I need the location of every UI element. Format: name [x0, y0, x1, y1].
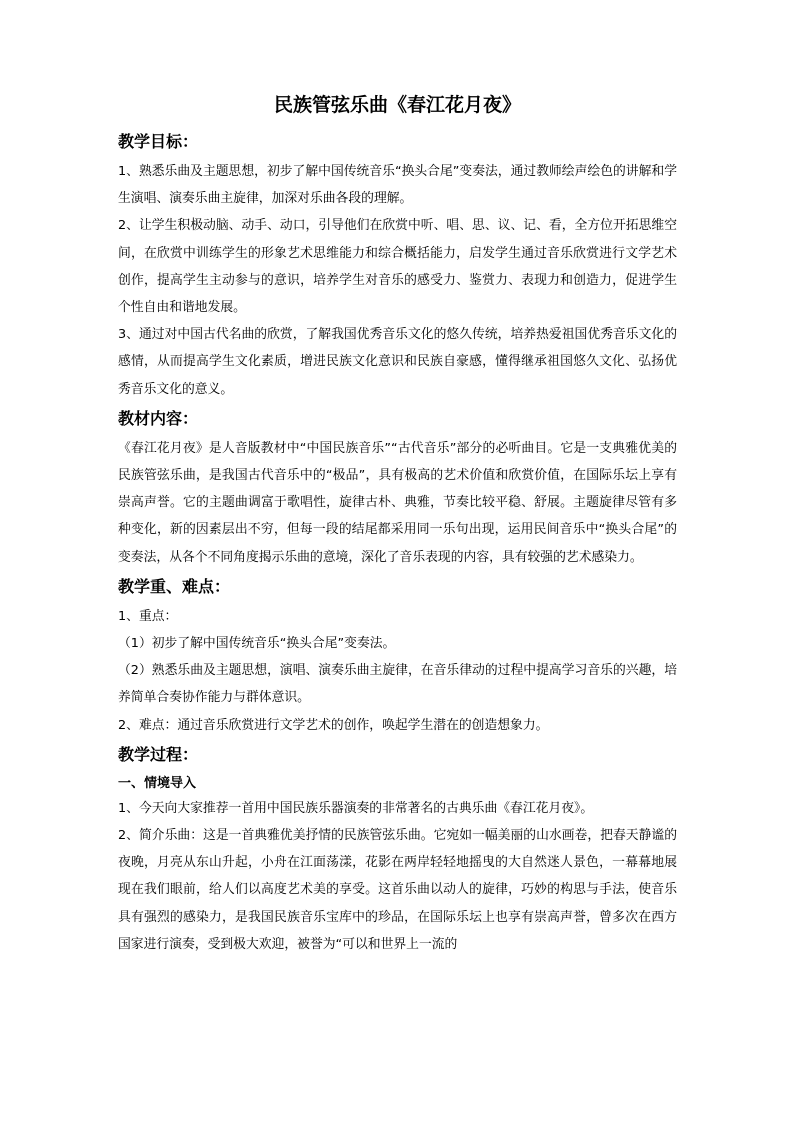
goal-item: 2、让学生积极动脑、动手、动口，引导他们在欣赏中听、唱、思、议、记、看，全方位开拓思维空间，在欣赏中训练学生的形象艺术思维能力和综合概括能力，启发学生通过音乐欣赏进行文学艺术创作，提高学生主动参与的意识，培养学生对音乐的感受力、鉴赏力、表现力和创造力，促进学生个性自由和谐地发展。	[118, 218, 677, 316]
heading-content: 教材内容：	[118, 408, 199, 428]
heading-process: 教学过程：	[118, 744, 199, 764]
content-paragraph: 《春江花月夜》是人音版教材中“中国民族音乐”“古代音乐”部分的必听曲目。它是一支典雅优美的民族管弦乐曲，是我国古代音乐中的“极品”，具有极高的艺术价值和欣赏价值，在国际乐坛上享有崇高声誉。它的主题曲调富于歌唱性，旋律古朴、典雅，节奏比较平稳、舒展。主题旋律尽管有多种变化，新的因素层出不穷，但每一段的结尾都采用同一乐句出现，运用民间音乐中“换头合尾”的变奏法，从各个不同角度揭示乐曲的意境，深化了音乐表现的内容，具有较强的艺术感染力。	[118, 440, 677, 565]
process-item: 2、简介乐曲：这是一首典雅优美抒情的民族管弦乐曲。它宛如一幅美丽的山水画卷，把春天静谧的夜晚，月亮从东山升起，小舟在江面荡漾，花影在两岸轻轻地摇曳的大自然迷人景色，一幕幕地展现在我们眼前，给人们以高度艺术美的享受。这首乐曲以动人的旋律，巧妙的构思与手法，使音乐具有强烈的感染力，是我国民族音乐宝库中的珍品，在国际乐坛上也享有崇高声誉，曾多次在西方国家进行演奏，受到极大欢迎，被誉为“可以和世界上一流的	[118, 828, 677, 952]
document-title: 民族管弦乐曲《春江花月夜》	[273, 94, 521, 116]
heading-goals: 教学目标：	[118, 132, 199, 151]
goal-item: 3、通过对中国古代名曲的欣赏，了解我国优秀音乐文化的悠久传统，培养热爱祖国优秀音乐文化的感情，从而提高学生文化素质，增进民族文化意识和民族自豪感，懂得继承祖国悠久文化、弘扬优秀音乐文化的意义。	[118, 327, 677, 397]
heading-keypoints: 教学重、难点：	[118, 576, 231, 596]
subheading-intro: 一、情境导入	[118, 775, 197, 791]
keypoint-item: （1）初步了解中国传统音乐“换头合尾”变奏法。	[118, 636, 396, 652]
keypoint-item: 1、重点：	[118, 608, 178, 624]
keypoint-item: （2）熟悉乐曲及主题思想，演唱、演奏乐曲主旋律，在音乐律动的过程中提高学习音乐的兴趣，培养简单合奏协作能力与群体意识。	[118, 663, 677, 706]
goal-item: 1、熟悉乐曲及主题思想，初步了解中国传统音乐“换头合尾”变奏法，通过教师绘声绘色的讲解和学生演唱、演奏乐曲主旋律，加深对乐曲各段的理解。	[118, 164, 677, 207]
process-item: 1、今天向大家推荐一首用中国民族乐器演奏的非常著名的古典乐曲《春江花月夜》。	[118, 800, 594, 816]
keypoint-item: 2、难点：通过音乐欣赏进行文学艺术的创作，唤起学生潜在的创造想象力。	[118, 717, 549, 733]
